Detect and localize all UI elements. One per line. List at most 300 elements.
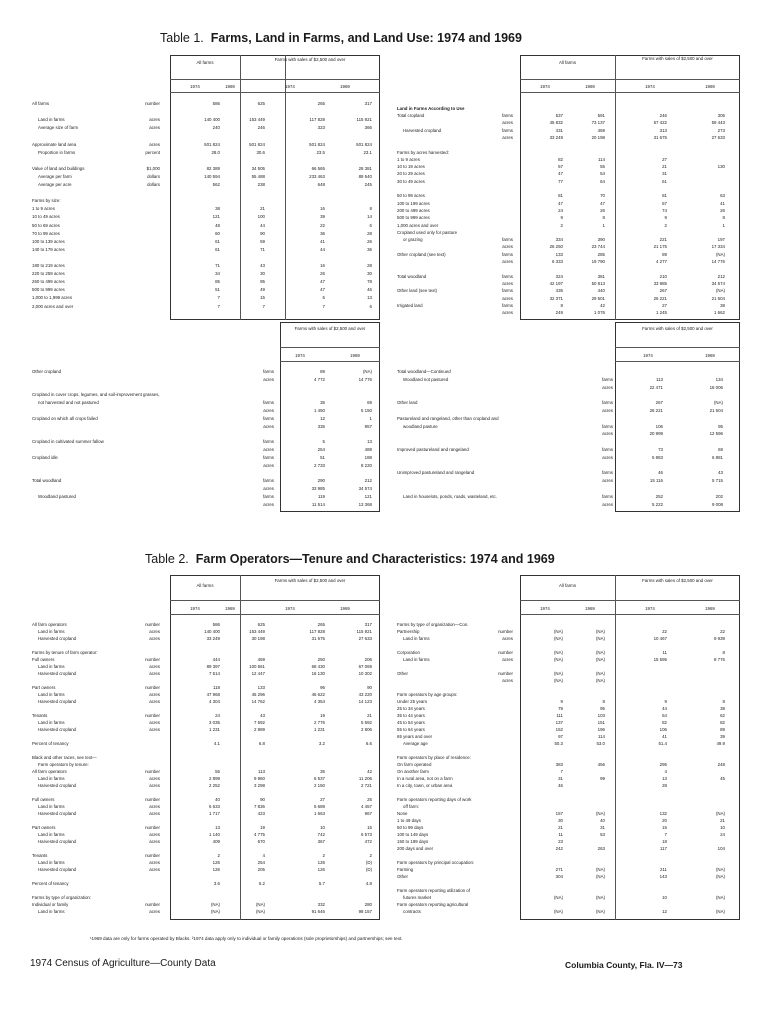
- t2-left-col-heading: 1974: [190, 606, 200, 611]
- t2-left-row-value: 100 561: [249, 664, 265, 669]
- t2-left-row-value: 2 150: [314, 783, 325, 788]
- t1-left-row-label: Average per farm: [38, 173, 72, 179]
- t1-right-row-value: 45 832: [549, 120, 563, 126]
- t2-right-col-heading: All farms: [558, 583, 577, 588]
- t1-right-row: [395, 157, 740, 162]
- t1-left-row-value: 6: [322, 295, 325, 301]
- t1-left-row-value: 562: [212, 182, 220, 187]
- t1-left-row-label: 10 to 49 acres: [32, 214, 60, 220]
- t1-right-row-value: 8: [560, 302, 563, 308]
- t2-right-row-label: 50 to 99 days: [397, 825, 424, 830]
- t1-right-row-value: 267: [659, 288, 667, 294]
- t1-right-row-value: 54: [600, 171, 605, 177]
- t1-right-row-value: 1 076: [594, 310, 605, 316]
- t2-right-row-label: Other: [397, 671, 408, 676]
- t1-left-row-value: 82 389: [206, 165, 220, 171]
- t2-left-row-value: 206: [364, 657, 372, 662]
- t1-midleft-row-unit: farms: [263, 454, 274, 460]
- t2-left-row-value: 2: [322, 853, 325, 858]
- t2-right-row: [395, 769, 740, 774]
- t2-left-row-label: Harvested cropland: [38, 811, 77, 816]
- t2-left-row-value: 126: [212, 867, 220, 872]
- t2-right-row-value: (NA): [715, 811, 725, 816]
- t2-left-row: [30, 832, 380, 837]
- t2-left-row: [30, 790, 380, 795]
- t2-right-row-value: 21: [558, 825, 563, 830]
- t2-left-row-unit: acres: [149, 664, 160, 669]
- t2-left-row: [30, 811, 380, 816]
- t1-left-row-label: Approximate land area: [32, 141, 77, 147]
- t1-midright-row-value: 5 715: [712, 478, 723, 484]
- t1-right-row-value: 27: [662, 156, 667, 162]
- t1-right-row-value: 20 198: [591, 134, 605, 140]
- t1-midright-row-value: 43: [718, 470, 723, 476]
- t1-right-row-value: 24: [558, 207, 563, 213]
- t2-left-row-value: 89 397: [206, 664, 220, 669]
- t2-left-row-value: 409: [212, 839, 220, 844]
- t2-left-row-value: 10: [320, 825, 325, 830]
- t1-left-row-value: 28: [367, 230, 372, 236]
- t2-left-row-label: Land in farms: [38, 860, 65, 865]
- t1-midleft-row-unit: acres: [263, 501, 274, 507]
- t2-left-row-value: 90: [260, 797, 265, 802]
- t2-left-header-rule: [170, 614, 380, 615]
- t1-right-row-value: 63: [720, 193, 725, 199]
- t2-left-header-rule: [170, 600, 380, 601]
- t1-right-row-unit: farms: [502, 127, 513, 133]
- t1-right-row-value: 73 137: [591, 120, 605, 126]
- t2-left-row-unit: number: [145, 769, 160, 774]
- t1-midright-row-value: 18 006: [709, 384, 723, 390]
- t2-left-row-label: Land in farms: [38, 909, 65, 914]
- t1-midleft-row-value: 119: [318, 493, 325, 499]
- t1-left-row-value: 34 505: [251, 165, 265, 171]
- t2-left-row-unit: number: [145, 713, 160, 718]
- t2-left-row-unit: number: [145, 853, 160, 858]
- t1-right-row-value: 390: [597, 237, 605, 243]
- t1-left-row-value: 60: [215, 230, 220, 236]
- t2-right-row-value: 15 595: [653, 657, 667, 662]
- t2-right-row-value: 95: [600, 706, 605, 711]
- t2-left-row-value: 115 921: [356, 629, 372, 634]
- t2-left-row: [30, 902, 380, 907]
- t2-right-row-value: 157: [555, 811, 563, 816]
- t2-left-row-value: 4 775: [254, 832, 265, 837]
- t1-right-row-value: 70: [600, 193, 605, 199]
- t2-right-row-label: Farm operators reporting utilization of: [397, 888, 470, 893]
- t2-right-row-value: 50.3: [554, 741, 563, 746]
- t2-left-row: [30, 685, 380, 690]
- t1-left-row-value: 41: [320, 238, 325, 244]
- t1-left-row-value: 28: [367, 263, 372, 268]
- t1-midright-col-heading: Farms with sales of $2,500 and over: [642, 326, 713, 331]
- t2-left-row: [30, 734, 380, 739]
- t2-right-row-value: (NA): [595, 636, 605, 641]
- t1-right-row-value: 77: [558, 178, 563, 184]
- t1-left-row-value: 100: [257, 214, 265, 220]
- t2-left-row-value: 14 762: [251, 699, 265, 704]
- t2-right-row-value: 89: [720, 727, 725, 732]
- t2-left-row-value: 4 354: [314, 699, 325, 704]
- t2-left-row-value: 332: [317, 902, 325, 907]
- t1-right-row-value: 57 422: [653, 120, 667, 126]
- t1-midright-row-unit: acres: [602, 384, 613, 390]
- t1-midright-row-value: 6 881: [712, 454, 723, 460]
- t2-right-row: [395, 657, 740, 662]
- t2-right-row: [395, 853, 740, 858]
- t2-right-row-value: 8: [602, 699, 605, 704]
- t1-right-row-label: 20 to 29 acres: [397, 171, 425, 177]
- t1-right-row: [395, 296, 740, 301]
- t2-right-row-label: Land in farms: [403, 636, 430, 641]
- t2-right-row-value: (NA): [553, 678, 563, 683]
- t2-left-row-value: 2 806: [361, 727, 372, 732]
- t2-left-row-value: 6.8: [258, 741, 265, 746]
- t2-right-row-value: 263: [597, 846, 605, 851]
- t2-right-row: [395, 671, 740, 676]
- t1-right-row: [395, 244, 740, 249]
- t1-right-row-value: 50 813: [591, 280, 605, 286]
- t1-right-row-value: 14 776: [711, 259, 725, 264]
- t1-right-row-value: 2: [560, 222, 563, 228]
- t1-midleft-row-value: 13: [367, 439, 372, 445]
- t2-left-row-unit: number: [145, 657, 160, 662]
- t1-right-row: [395, 266, 740, 271]
- t1-right-row-label: 10 to 19 acres: [397, 164, 425, 170]
- t1-midleft-row-value: 33 985: [311, 486, 325, 491]
- t2-left-row-value: 133: [257, 685, 265, 690]
- t2-right-row: [395, 720, 740, 725]
- t1-midleft-row: [30, 431, 380, 436]
- t2-left-row-unit: acres: [149, 832, 160, 837]
- t2-left-row-value: 5 689: [314, 804, 325, 809]
- t2-left-row-label: Harvested cropland: [38, 636, 77, 641]
- t2-right-row-label: Farm operators by place of residence:: [397, 755, 471, 760]
- t1-right-row-value: 324: [555, 273, 563, 279]
- t1-midleft-row-value: 89: [320, 369, 325, 374]
- t1-midright-row-value: 267: [655, 400, 663, 406]
- t2-left-row: [30, 818, 380, 823]
- t2-right-row-value: 11: [558, 832, 563, 837]
- t2-left-row: [30, 741, 380, 746]
- t2-left-row-unit: acres: [149, 671, 160, 676]
- t1-midleft-row-value: 188: [364, 454, 372, 460]
- t1-midleft-row-value: 957: [364, 423, 372, 429]
- t2-left-row-value: 4: [262, 853, 265, 858]
- t2-right-row: [395, 629, 740, 634]
- t2-left-row-value: 3.2: [318, 741, 325, 746]
- t2-right-col-heading: 1974: [645, 606, 655, 611]
- t1-midright-row: [395, 431, 740, 436]
- t2-right-row: [395, 755, 740, 760]
- t2-left-row-value: 6.6: [365, 741, 372, 746]
- t1-midright-row-value: 73: [658, 447, 663, 452]
- t1-left-row-value: 26: [320, 271, 325, 277]
- t2-left-row-value: 27 633: [358, 636, 372, 641]
- t1-right-row-value: 435: [555, 288, 563, 294]
- t2-left-row-value: 2 252: [209, 783, 220, 788]
- t1-left-row-value: 245: [364, 182, 372, 187]
- t2-left-row: [30, 622, 380, 627]
- t2-right-row-value: 132: [659, 811, 667, 816]
- t2-left-row-value: 4.8: [365, 881, 372, 886]
- t1-midright-row: [395, 439, 740, 444]
- t1-midright-row: [395, 392, 740, 397]
- t1-right-row-value: 26: [720, 207, 725, 213]
- t1-midright-row-label: Woodland not pastured: [403, 376, 449, 382]
- t1-left-row-value: 16: [320, 206, 325, 212]
- t1-left-row-value: 51: [215, 287, 220, 293]
- t1-left-row-unit: number: [145, 101, 160, 106]
- t2-left-row: [30, 636, 380, 641]
- t2-left-row: [30, 727, 380, 732]
- t1-midright-row-value: 21 604: [709, 408, 723, 413]
- t1-left-row-value: 23.1: [363, 149, 372, 155]
- t2-left-row-label: Harvested cropland: [38, 839, 77, 844]
- t1-right-row-unit: acres: [502, 244, 513, 250]
- t2-left-row-label: Part owners: [32, 685, 56, 690]
- t2-left-row-value: 7 592: [254, 720, 265, 725]
- t1-right-row-value: 440: [597, 288, 605, 294]
- t2-left-row-value: 7 514: [209, 671, 220, 676]
- t2-right-row: [395, 622, 740, 627]
- t1-left-row-value: 61: [215, 246, 220, 252]
- t2-right-row-value: (NA): [553, 909, 563, 914]
- table2-title: [145, 552, 555, 566]
- t1-right-row: [395, 193, 740, 198]
- t1-right-row: [395, 128, 740, 133]
- t2-right-row: [395, 650, 740, 655]
- t1-right-col-heading: All farms: [558, 60, 577, 65]
- t2-left-row-unit: acres: [149, 692, 160, 697]
- t2-left-row-value: 423: [257, 811, 265, 816]
- t2-left-row-value: 43: [260, 713, 265, 718]
- t1-right-row-unit: farms: [502, 251, 513, 257]
- t1-right-row-value: 133: [555, 251, 563, 257]
- t2-right-row-value: 271: [555, 867, 563, 872]
- t1-right-row-value: 313: [659, 127, 667, 133]
- t2-right-row-label: On another farm: [397, 769, 429, 774]
- t2-left-row-label: Land in farms: [38, 776, 65, 781]
- t1-midleft-row-label: Cropland in cover crops, legumes, and soil-improvement grasses,: [32, 392, 160, 398]
- t1-left-row-label: All farms: [32, 101, 50, 106]
- t1-left-row-value: 28 381: [358, 165, 372, 171]
- t1-midleft-row-label: Total woodland: [32, 478, 62, 484]
- t1-midleft-row-unit: acres: [263, 462, 274, 468]
- t1-right-row-value: 47: [558, 200, 563, 206]
- t1-left-row-value: 34: [215, 271, 220, 277]
- t2-left-row-unit: number: [145, 622, 160, 627]
- t1-left-col-heading: 1974: [285, 84, 295, 89]
- t1-right-row: [395, 150, 740, 155]
- t2-right-row-value: 22: [662, 629, 667, 634]
- t1-right-row-value: 1 245: [656, 310, 667, 316]
- t2-left-row-value: 3 035: [209, 720, 220, 725]
- t2-right-row-label: 200 days and over: [397, 846, 434, 851]
- t2-right-row: [395, 692, 740, 697]
- t1-right-row-value: 89: [662, 251, 667, 257]
- t1-right-row-value: 23 744: [591, 244, 605, 250]
- t1-left-row: [30, 247, 380, 252]
- t1-midright-col-heading: 1974: [643, 353, 653, 358]
- t2-left-row-value: 5.7: [318, 881, 325, 886]
- t2-right-row: [395, 636, 740, 641]
- t2-right-row-value: 137: [555, 720, 563, 725]
- t2-left-row-value: 1 717: [209, 811, 220, 816]
- t2-left-row-value: 15: [367, 825, 372, 830]
- t2-right-row-value: 24: [720, 832, 725, 837]
- t2-right-row-label: 1 to 49 days: [397, 818, 421, 823]
- t1-midleft-header-rule: [280, 361, 380, 362]
- t2-right-row-value: 15: [662, 825, 667, 830]
- t1-left-row-value: 23.5: [316, 149, 325, 155]
- t1-right-row: [395, 120, 740, 125]
- t1-right-row-value: 1: [722, 222, 725, 228]
- t2-right-row-value: 54: [662, 713, 667, 718]
- t1-right-row: [395, 288, 740, 293]
- t2-right-row-value: 82: [720, 720, 725, 725]
- t2-left-row-value: 96: [320, 685, 325, 690]
- t2-left-row-unit: acres: [149, 804, 160, 809]
- t1-midleft-row-value: 35: [320, 400, 325, 406]
- t1-left-row-label: 1 to 9 acres: [32, 206, 55, 212]
- t1-midright-col-heading: 1969: [705, 353, 715, 358]
- t1-midleft-row-value: 12: [320, 415, 325, 421]
- table2-label: Table 2.: [145, 552, 189, 566]
- t1-midleft-header-rule: [280, 347, 380, 348]
- t2-left-row-value: 67 069: [358, 664, 372, 669]
- t2-left-row-value: 6 573: [361, 832, 372, 837]
- t2-right-row-label: Farm operators reporting days of work: [397, 797, 472, 802]
- t1-left-row-value: 7: [262, 303, 265, 309]
- footer-left: 1974 Census of Agriculture—County Data: [30, 958, 216, 969]
- t1-right-header-rule: [520, 92, 740, 93]
- t1-midleft-row-unit: farms: [263, 493, 274, 499]
- t1-midleft-row-unit: acres: [263, 376, 274, 382]
- t1-right-row-value: 114: [598, 156, 605, 162]
- t1-right-row-label: 1 to 9 acres: [397, 156, 420, 162]
- t2-left-row-label: Full owners: [32, 657, 55, 662]
- t2-right-row: [395, 895, 740, 900]
- t2-left-row-value: 30 198: [251, 636, 265, 641]
- t1-left-row-value: 501 824: [356, 141, 372, 147]
- t1-midleft-row: [30, 447, 380, 452]
- t1-left-col-heading: 1969: [225, 84, 235, 89]
- t1-right-row: [395, 230, 740, 235]
- t2-right-row-value: 38: [720, 706, 725, 711]
- t2-left-row-value: 4.1: [213, 741, 220, 746]
- t2-right-row-label: Farm operators by age groups:: [397, 692, 458, 697]
- t1-midright-row: [395, 424, 740, 429]
- t2-right-row-unit: acres: [502, 636, 513, 641]
- t2-right-row-label: Farming: [397, 867, 414, 872]
- t2-right-row-value: (NA): [595, 629, 605, 634]
- t1-midleft-row-unit: farms: [263, 369, 274, 374]
- t2-left-row-value: 1 231: [209, 727, 220, 732]
- t2-right-row-label: 25 to 34 years: [397, 706, 425, 711]
- t2-right-row-label: 45 to 54 years: [397, 720, 425, 725]
- t1-right-row-label: 1,000 acres and over: [397, 222, 439, 228]
- t1-left-row: [30, 174, 380, 179]
- t2-left-row-value: 469: [257, 657, 265, 662]
- t2-left-row-value: 68 430: [311, 664, 325, 669]
- t2-left-row-value: 42: [367, 769, 372, 774]
- t2-right-row: [395, 867, 740, 872]
- table1-title: [160, 31, 522, 45]
- t2-right-row-value: 152: [555, 727, 563, 732]
- t2-right-row: [395, 902, 740, 907]
- t1-left-row-value: 501 824: [249, 141, 265, 147]
- t1-midleft-row: [30, 439, 380, 444]
- t1-midleft-row: [30, 408, 380, 413]
- t1-left-row-value: 6: [369, 303, 372, 309]
- t1-left-row: [30, 158, 380, 163]
- t1-left-row-value: 7: [217, 295, 220, 301]
- t1-right-row-value: (NA): [715, 288, 725, 294]
- t2-right-row-unit: number: [498, 650, 513, 655]
- t1-left-row-value: 586: [212, 101, 220, 106]
- t2-right-row: [395, 881, 740, 886]
- t1-midleft-row-unit: farms: [263, 415, 274, 421]
- t2-left-row: [30, 839, 380, 844]
- t1-midleft-row-label: Cropland in cultivated summer fallow: [32, 439, 104, 445]
- t2-left-row-value: 40: [215, 797, 220, 802]
- t2-left-row: [30, 874, 380, 879]
- t1-midleft-row: [30, 377, 380, 382]
- t2-left-row-value: 1 231: [314, 727, 325, 732]
- t1-midleft-row-value: 69: [367, 400, 372, 406]
- t1-midright-row-label: Unimproved pastureland and rangeland: [397, 470, 475, 476]
- t2-left-row-label: All farm operators: [32, 769, 67, 774]
- t2-right-row-value: 9 939: [714, 636, 725, 641]
- t2-left-row-value: 47 968: [206, 692, 220, 697]
- t2-left-row-value: 10 302: [358, 671, 372, 676]
- t2-right-row: [395, 734, 740, 739]
- t1-midleft-row: [30, 385, 380, 390]
- t1-left-row: [30, 125, 380, 130]
- t1-right-row-value: 591: [597, 113, 605, 118]
- t2-right-row: [395, 678, 740, 683]
- t1-left-row: [30, 117, 380, 122]
- t1-midleft-row-unit: farms: [263, 478, 274, 484]
- t2-right-header-rule: [520, 614, 740, 615]
- t2-right-row-value: (NA): [715, 874, 725, 879]
- t1-left-row-value: 13: [367, 295, 372, 301]
- t2-left-row-value: 472: [364, 839, 372, 844]
- t2-right-row: [395, 790, 740, 795]
- t1-right-row: [395, 171, 740, 176]
- t2-right-row-value: (NA): [595, 909, 605, 914]
- t2-right-row-value: 23: [558, 839, 563, 844]
- t2-left-row-value: 2 721: [361, 783, 372, 788]
- t1-right-row-value: 305: [717, 113, 725, 118]
- t2-left-col-heading: Farms with sales of $2,500 and over: [274, 578, 346, 583]
- t2-right-row-value: 22: [720, 629, 725, 634]
- t1-right-row: [395, 274, 740, 279]
- t2-right-row-label: off farm:: [403, 804, 420, 809]
- t1-left-row-value: 47: [320, 287, 325, 293]
- t1-midleft-row-value: 11 514: [311, 501, 325, 507]
- t1-right-col-heading: 1974: [645, 84, 655, 89]
- t1-left-row-unit: acres: [149, 141, 160, 147]
- t2-left-row-value: 5.2: [258, 881, 265, 886]
- t2-right-row-label: 55 to 64 years: [397, 727, 425, 732]
- t1-left-row-value: 39: [320, 214, 325, 220]
- t2-right-row-value: (NA): [595, 650, 605, 655]
- t2-right-row-label: Farm operators reporting agricultural: [397, 902, 469, 907]
- t1-left-row: [30, 255, 380, 260]
- t1-midright-row-value: 202: [715, 493, 723, 499]
